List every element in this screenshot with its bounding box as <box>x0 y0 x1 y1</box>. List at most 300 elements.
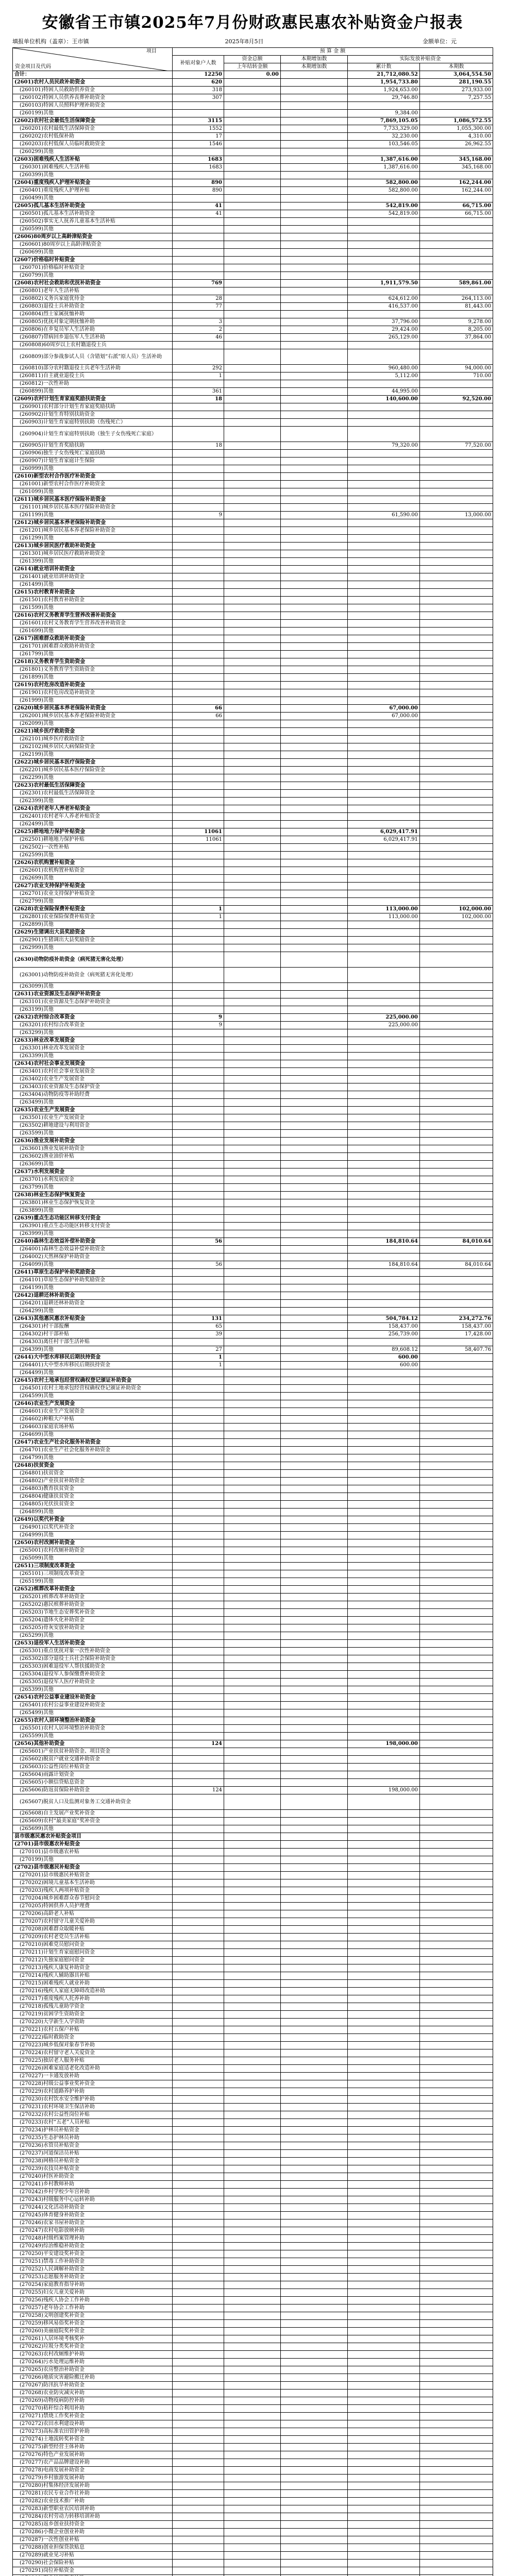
row-fund <box>224 125 281 133</box>
row-fund <box>224 318 281 326</box>
corner-bottom-label: 资金项目及代码 <box>15 64 51 70</box>
row-people <box>173 2475 224 2482</box>
row-people <box>173 2158 224 2165</box>
table-row <box>13 1516 493 1524</box>
table-row <box>13 2181 493 2189</box>
row-people <box>173 1764 224 1771</box>
row-people <box>173 1918 224 1926</box>
table-row <box>13 1818 493 1825</box>
row-item-name: (2626)农机购置补贴资金 <box>13 859 173 867</box>
row-cumulative <box>348 674 420 682</box>
row-fund <box>224 2212 281 2219</box>
row-fund <box>224 1485 281 1493</box>
row-item-name: (270265)农房整治补助资金 <box>13 2366 173 2374</box>
row-increase <box>281 496 348 504</box>
row-fund <box>224 2521 281 2529</box>
table-row <box>13 1354 493 1362</box>
row-cumulative: 1,387,616.00 <box>348 156 420 164</box>
row-item-name: (270229)农村道路养护补助 <box>13 2088 173 2096</box>
row-current <box>420 736 493 743</box>
row-item-name: (2633)林业改革发展资金 <box>13 1037 173 1045</box>
row-cumulative: 184,810.64 <box>348 1261 420 1269</box>
row-current <box>420 2057 493 2065</box>
header-row-1 <box>13 48 493 56</box>
row-increase <box>281 249 348 257</box>
row-people <box>173 249 224 257</box>
row-item-name: (260799)其他 <box>13 272 173 280</box>
table-row <box>13 898 493 906</box>
subsidy-table <box>12 47 493 2576</box>
row-increase <box>281 481 348 488</box>
row-people <box>173 380 224 388</box>
row-item-name: (260502)事实无人抚养儿童基本生活补贴 <box>13 218 173 226</box>
row-increase <box>281 1176 348 1184</box>
row-fund <box>224 751 281 759</box>
row-cumulative <box>348 2173 420 2181</box>
row-people <box>173 543 224 550</box>
row-cumulative <box>348 342 420 349</box>
table-row <box>13 403 493 411</box>
row-fund <box>224 1779 281 1787</box>
row-people <box>173 1076 224 1083</box>
table-row <box>13 1941 493 1949</box>
row-fund <box>224 1918 281 1926</box>
row-cumulative <box>348 1083 420 1091</box>
table-row <box>13 1362 493 1369</box>
row-fund <box>224 2567 281 2575</box>
row-fund <box>224 257 281 264</box>
row-people <box>173 844 224 852</box>
table-row <box>13 1887 493 1895</box>
row-fund <box>224 828 281 836</box>
row-increase <box>281 2235 348 2243</box>
row-people <box>173 550 224 558</box>
row-item-name: (270249)综治维稳补助资金 <box>13 2243 173 2250</box>
row-fund <box>224 2274 281 2281</box>
row-cumulative <box>348 2351 420 2359</box>
table-row <box>13 1199 493 1207</box>
row-item-name: (270276)特色产业发展补助 <box>13 2451 173 2459</box>
row-people <box>173 2150 224 2158</box>
row-people <box>173 1083 224 1091</box>
row-current <box>420 2335 493 2343</box>
table-row <box>13 1447 493 1454</box>
row-fund <box>224 1949 281 1957</box>
table-row <box>13 828 493 836</box>
row-cumulative <box>348 651 420 658</box>
row-increase <box>281 2049 348 2057</box>
row-current <box>420 573 493 581</box>
row-fund <box>224 743 281 751</box>
table-row <box>13 2127 493 2134</box>
row-increase <box>281 1671 348 1679</box>
row-item-name: (270251)禁毒工作补助资金 <box>13 2258 173 2266</box>
table-row <box>13 1470 493 1478</box>
row-people <box>173 473 224 481</box>
row-people <box>173 1099 224 1107</box>
row-item-name: (270243)村级服务中心运转补助 <box>13 2196 173 2204</box>
row-item-name: (270290)社会保险补贴 <box>13 2560 173 2567</box>
row-increase <box>281 1926 348 1934</box>
row-current <box>420 1161 493 1168</box>
row-current <box>420 2328 493 2335</box>
row-item-name: (265205)骨灰安放补助资金 <box>13 1624 173 1632</box>
row-item-name: (262999)其他 <box>13 944 173 952</box>
row-people <box>173 1377 224 1385</box>
row-fund <box>224 365 281 372</box>
row-fund <box>224 1006 281 1014</box>
row-current <box>420 844 493 852</box>
row-current: 4,310.00 <box>420 133 493 141</box>
row-fund <box>224 1253 281 1261</box>
row-cumulative: 7,733,329.00 <box>348 125 420 133</box>
row-cumulative: 89,608.12 <box>348 1346 420 1354</box>
row-current <box>420 821 493 828</box>
row-cumulative <box>348 1563 420 1570</box>
row-cumulative <box>348 1246 420 1253</box>
table-row <box>13 1246 493 1253</box>
row-cumulative <box>348 1856 420 1864</box>
row-item-name: (260906)独生子女伤残死亡家庭扶助 <box>13 450 173 457</box>
row-people <box>173 2312 224 2320</box>
row-item-name: (270221)农村五保户补贴 <box>13 2026 173 2034</box>
row-people: 1 <box>173 372 224 380</box>
table-row <box>13 728 493 736</box>
row-current <box>420 1655 493 1663</box>
row-cumulative <box>348 1230 420 1238</box>
row-people: 890 <box>173 179 224 187</box>
row-cumulative <box>348 2096 420 2104</box>
row-current <box>420 2297 493 2304</box>
row-increase <box>281 1122 348 1130</box>
row-people <box>173 1130 224 1138</box>
row-increase <box>281 921 348 929</box>
table-row <box>13 1022 493 1029</box>
row-current <box>420 1895 493 1903</box>
row-cumulative: 225,000.00 <box>348 1014 420 1022</box>
row-item-name: (260907)计划生育家庭计生保险 <box>13 457 173 465</box>
row-people <box>173 1903 224 1910</box>
row-people <box>173 349 224 365</box>
row-increase <box>281 898 348 906</box>
row-cumulative <box>348 488 420 496</box>
row-item-name: (262499)其他 <box>13 821 173 828</box>
row-current <box>420 411 493 419</box>
row-people: 18 <box>173 442 224 450</box>
row-people <box>173 2196 224 2204</box>
row-increase <box>281 1594 348 1601</box>
row-current <box>420 697 493 705</box>
row-people <box>173 1733 224 1740</box>
row-people <box>173 2389 224 2397</box>
row-people <box>173 2536 224 2544</box>
row-item-name: (260301)困难残疾人生活补贴 <box>13 164 173 172</box>
row-cumulative <box>348 2080 420 2088</box>
table-row <box>13 705 493 713</box>
table-row <box>13 1145 493 1153</box>
row-fund <box>224 1563 281 1570</box>
row-increase <box>281 836 348 844</box>
table-row <box>13 473 493 481</box>
row-increase <box>281 1624 348 1632</box>
row-people <box>173 1524 224 1532</box>
row-fund <box>224 1308 281 1315</box>
row-fund <box>224 674 281 682</box>
row-increase <box>281 1995 348 2003</box>
row-fund <box>224 326 281 334</box>
row-current <box>420 1679 493 1686</box>
row-current: 77,520.00 <box>420 442 493 450</box>
row-current <box>420 2513 493 2521</box>
row-people: 124 <box>173 1740 224 1748</box>
row-item-name: (264299)其他 <box>13 1308 173 1315</box>
row-fund <box>224 968 281 983</box>
row-cumulative <box>348 2451 420 2459</box>
row-current <box>420 2281 493 2289</box>
row-cumulative <box>348 1957 420 1964</box>
table-row <box>13 620 493 628</box>
table-row <box>13 543 493 550</box>
row-item-name: (270259)移风易俗奖补资金 <box>13 2320 173 2328</box>
row-fund <box>224 1570 281 1578</box>
row-increase <box>281 1918 348 1926</box>
row-current <box>420 2042 493 2049</box>
row-item-name: (265202)惠民殡葬补助资金 <box>13 1601 173 1609</box>
table-row <box>13 295 493 303</box>
row-current <box>420 2243 493 2250</box>
table-row <box>13 2080 493 2088</box>
row-item-name: (260601)80周岁以上高龄津贴资金 <box>13 241 173 249</box>
row-current <box>420 1818 493 1825</box>
row-current <box>420 1168 493 1176</box>
row-increase <box>281 457 348 465</box>
row-item-name: (264701)农业生产社会化服务补助资金 <box>13 1447 173 1454</box>
row-people: 1683 <box>173 164 224 172</box>
row-fund <box>224 1964 281 1972</box>
row-increase <box>281 1130 348 1138</box>
table-row <box>13 674 493 682</box>
row-current: 13,000.00 <box>420 512 493 519</box>
row-increase <box>281 396 348 403</box>
row-people <box>173 852 224 859</box>
row-fund <box>224 1423 281 1431</box>
row-cumulative <box>348 1547 420 1555</box>
row-fund <box>224 473 281 481</box>
row-item-name: (270223)城乡低保对象春节补助 <box>13 2042 173 2049</box>
row-increase <box>281 2042 348 2049</box>
row-increase <box>281 2127 348 2134</box>
row-increase <box>281 1315 348 1323</box>
row-people <box>173 403 224 411</box>
row-item-name: (263101)农业资源及生态保护补助资金 <box>13 998 173 1006</box>
row-cumulative <box>348 527 420 535</box>
row-current <box>420 728 493 736</box>
group-plan-header: 预 算 金 额 <box>173 48 493 56</box>
table-row <box>13 481 493 488</box>
row-increase <box>281 2320 348 2328</box>
row-increase <box>281 875 348 883</box>
row-current <box>420 1076 493 1083</box>
table-row <box>13 720 493 728</box>
row-current <box>420 589 493 597</box>
row-current <box>420 875 493 883</box>
row-fund <box>224 898 281 906</box>
row-item-name: (2623)农村最低生活保障资金 <box>13 782 173 790</box>
table-row <box>13 2289 493 2297</box>
row-cumulative <box>348 1509 420 1516</box>
row-cumulative <box>348 1431 420 1439</box>
row-item-name: (263799)其他 <box>13 1184 173 1192</box>
row-current <box>420 2382 493 2389</box>
row-current <box>420 473 493 481</box>
row-increase <box>281 1879 348 1887</box>
row-current <box>420 898 493 906</box>
row-cumulative <box>348 2019 420 2026</box>
row-cumulative: 113,000.00 <box>348 906 420 913</box>
row-current <box>420 937 493 944</box>
row-people <box>173 1045 224 1053</box>
money-unit: 金额单位：元 <box>423 38 457 45</box>
row-item-name: (270215)困难残疾人就业补助 <box>13 1980 173 1988</box>
row-item-name: (270209)农村老党员生活补贴 <box>13 1934 173 1941</box>
row-current <box>420 782 493 790</box>
row-current: 710.00 <box>420 372 493 380</box>
row-cumulative <box>348 2104 420 2111</box>
row-item-name: (270291)岗位补贴资金 <box>13 2567 173 2575</box>
row-current <box>420 2498 493 2505</box>
row-people <box>173 419 224 427</box>
row-people <box>173 519 224 527</box>
row-fund <box>224 1624 281 1632</box>
row-item-name: (2611)城乡居民基本医疗保险补助资金 <box>13 496 173 504</box>
table-row <box>13 1779 493 1787</box>
row-people <box>173 264 224 272</box>
row-people <box>173 1609 224 1617</box>
row-fund <box>224 798 281 805</box>
row-increase <box>281 1161 348 1168</box>
row-increase <box>281 1447 348 1454</box>
row-people: 39 <box>173 1331 224 1338</box>
row-increase <box>281 2436 348 2444</box>
row-cumulative <box>348 728 420 736</box>
row-current: 281,190.55 <box>420 79 493 87</box>
table-row <box>13 1655 493 1663</box>
row-fund <box>224 2467 281 2475</box>
row-fund <box>224 1400 281 1408</box>
row-increase <box>281 2289 348 2297</box>
row-current <box>420 2482 493 2490</box>
row-people <box>173 2428 224 2436</box>
row-current <box>420 2351 493 2359</box>
row-people <box>173 1114 224 1122</box>
row-item-name: (264601)农业生产发展资金 <box>13 1408 173 1416</box>
row-item-name: (260803)退役士兵补助资金 <box>13 303 173 311</box>
row-cumulative: 158,437.00 <box>348 1323 420 1331</box>
row-increase <box>281 2428 348 2436</box>
row-increase <box>281 473 348 481</box>
table-row <box>13 465 493 473</box>
row-cumulative <box>348 1099 420 1107</box>
row-item-name: (261399)其他 <box>13 558 173 566</box>
row-people <box>173 2374 224 2382</box>
table-row <box>13 2104 493 2111</box>
row-people: 131 <box>173 1315 224 1323</box>
row-current <box>420 620 493 628</box>
report-meta <box>12 36 493 47</box>
row-item-name: (270230)农村饮水安全维护补助 <box>13 2096 173 2104</box>
row-cumulative <box>348 1617 420 1624</box>
row-increase <box>281 411 348 419</box>
row-cumulative: 504,784.12 <box>348 1315 420 1323</box>
table-row <box>13 2119 493 2127</box>
row-item-name: (260804)烈士家属抚恤补助 <box>13 311 173 318</box>
row-increase <box>281 1578 348 1586</box>
row-cumulative <box>348 1130 420 1138</box>
row-item-name: (263899)其他 <box>13 1207 173 1215</box>
row-increase <box>281 2250 348 2258</box>
row-people <box>173 2080 224 2088</box>
row-increase <box>281 1153 348 1161</box>
table-row <box>13 2019 493 2026</box>
row-item-name: (263602)渔业油价补贴 <box>13 1153 173 1161</box>
row-people <box>173 2266 224 2274</box>
row-current <box>420 1787 493 1794</box>
table-row <box>13 272 493 280</box>
row-cumulative <box>348 465 420 473</box>
row-current <box>420 2567 493 2575</box>
row-people <box>173 1624 224 1632</box>
row-people <box>173 2444 224 2451</box>
table-row <box>13 1841 493 1849</box>
row-increase <box>281 2104 348 2111</box>
row-increase <box>281 2343 348 2351</box>
row-fund <box>224 705 281 713</box>
row-increase <box>281 2266 348 2274</box>
row-cumulative <box>348 2529 420 2536</box>
row-current <box>420 859 493 867</box>
table-row <box>13 1964 493 1972</box>
row-increase <box>281 2312 348 2320</box>
row-item-name: (264501)农村土地承包经营权确权登记颁证补助资金 <box>13 1385 173 1393</box>
table-row <box>13 179 493 187</box>
row-cumulative <box>348 1686 420 1694</box>
row-current <box>420 1972 493 1980</box>
row-current <box>420 968 493 983</box>
row-fund <box>224 2289 281 2297</box>
table-row <box>13 836 493 844</box>
row-cumulative <box>348 1779 420 1787</box>
table-row <box>13 767 493 774</box>
row-fund <box>224 226 281 233</box>
row-people <box>173 427 224 442</box>
row-current <box>420 457 493 465</box>
row-cumulative <box>348 2243 420 2250</box>
table-row <box>13 365 493 372</box>
row-cumulative <box>348 1624 420 1632</box>
row-item-name: (260802)义务兵家庭优待金 <box>13 295 173 303</box>
row-cumulative: 67,000.00 <box>348 713 420 720</box>
row-fund <box>224 2080 281 2088</box>
row-fund <box>224 2552 281 2560</box>
row-item-name: (2606)80周岁以上高龄津贴资金 <box>13 233 173 241</box>
row-cumulative <box>348 1733 420 1740</box>
row-item-name: (260499)其他 <box>13 195 173 202</box>
row-cumulative <box>348 1447 420 1454</box>
table-row <box>13 859 493 867</box>
row-people: 9 <box>173 1014 224 1022</box>
row-people <box>173 457 224 465</box>
row-fund <box>224 1794 281 1810</box>
